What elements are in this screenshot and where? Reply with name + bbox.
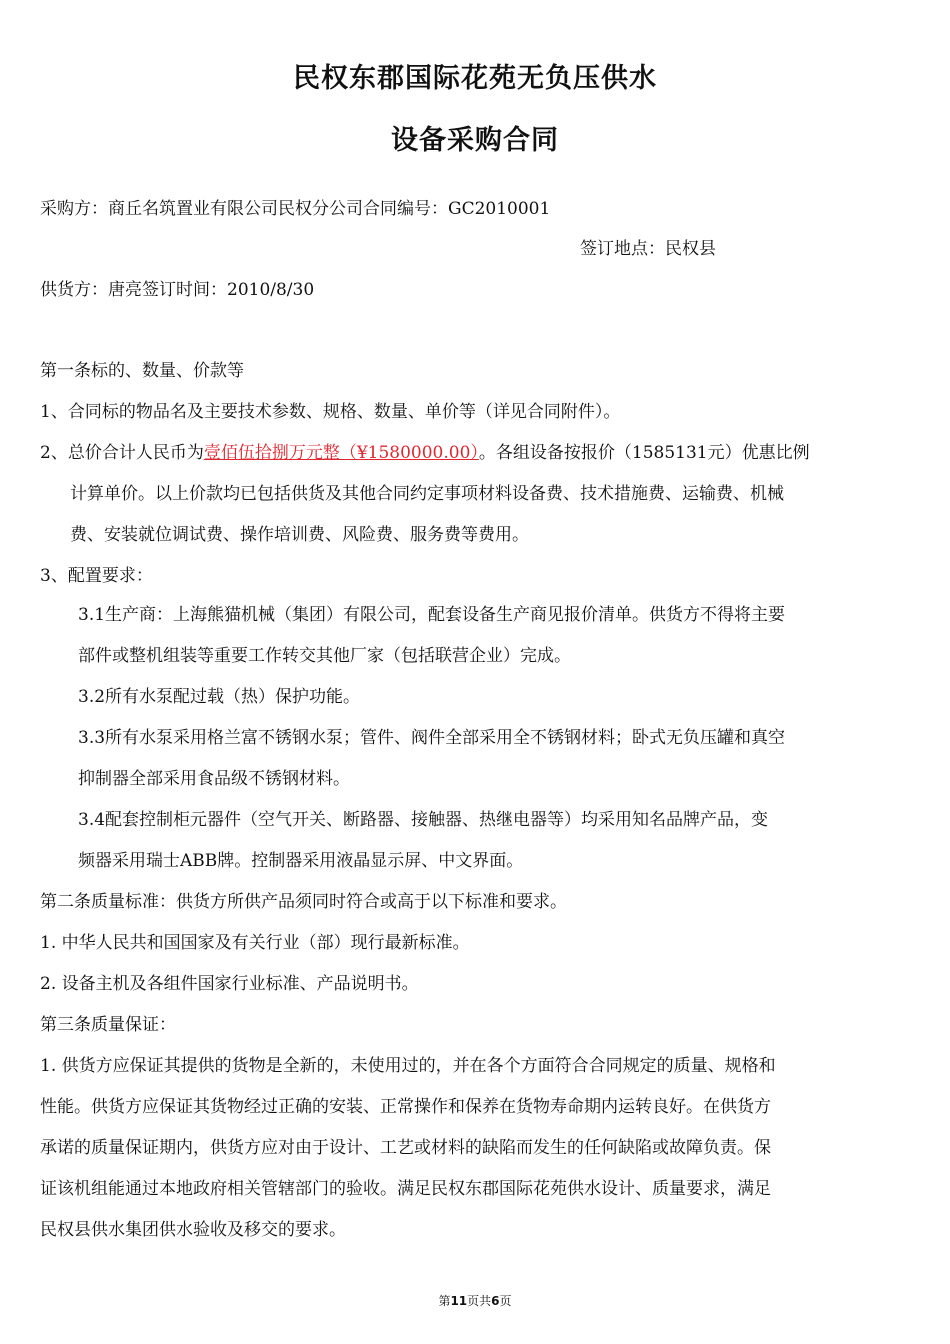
signing-place: 签订地点：民权县 xyxy=(580,239,716,259)
contract-title-line1: 民权东郡国际花苑无负压供水 xyxy=(293,63,657,94)
buyer-line: 采购方：商丘名筑置业有限公司民权分公司合同编号：GC2010001 xyxy=(40,199,551,219)
article3-line5: 民权县供水集团供水验收及移交的要求。 xyxy=(40,1220,346,1240)
item3-1-line2: 部件或整机组装等重要工作转交其他厂家（包括联营企业）完成。 xyxy=(78,646,571,666)
article1-item2-line2: 计算单价。以上价款均已包括供货及其他合同约定事项材料设备费、技术措施费、运输费、机械 xyxy=(70,484,784,504)
item3-1-line1: 3.1生产商：上海熊猫机械（集团）有限公司，配套设备生产商见报价清单。供货方不得将主要 xyxy=(78,605,786,625)
article1-item1: 1、合同标的物品名及主要技术参数、规格、数量、单价等（详见合同附件）。 xyxy=(40,402,621,422)
supplier-line: 供货方：唐亮签订时间：2010/8/30 xyxy=(40,280,315,300)
item2-suffix: 。各组设备按报价（1585131元）优惠比例 xyxy=(478,443,810,463)
article1-item2-line3: 费、安装就位调试费、操作培训费、风险费、服务费等费用。 xyxy=(70,525,529,545)
article3-line2: 性能。供货方应保证其货物经过正确的安装、正常操作和保养在货物寿命期内运转良好。在供货方 xyxy=(40,1097,771,1117)
article2-item1: 1. 中华人民共和国国家及有关行业（部）现行最新标准。 xyxy=(40,933,470,953)
article3-line4: 证该机组能通过本地政府相关管辖部门的验收。满足民权东郡国际花苑供水设计、质量要求，满足 xyxy=(40,1179,771,1199)
article1-heading: 第一条标的、数量、价款等 xyxy=(40,361,244,381)
total-pages: 6 xyxy=(491,1294,500,1308)
item3-2: 3.2所有水泵配过载（热）保护功能。 xyxy=(78,687,361,707)
article1-item2-line1 xyxy=(40,442,810,464)
item3-3-line2: 抑制器全部采用食品级不锈钢材料。 xyxy=(78,769,350,789)
current-page: 11 xyxy=(450,1294,468,1308)
item3-4-line2: 频器采用瑞士ABB牌。控制器采用液晶显示屏、中文界面。 xyxy=(78,851,524,871)
item3-4-line1: 3.4配套控制柜元器件（空气开关、断路器、接触器、热继电器等）均采用知名品牌产品，变 xyxy=(78,810,769,830)
page-middle: 页共 xyxy=(467,1294,492,1308)
article1-item3: 3、配置要求： xyxy=(40,566,153,586)
contract-title-line2: 设备采购合同 xyxy=(391,125,559,156)
article2-heading: 第二条质量标准：供货方所供产品须同时符合或高于以下标准和要求。 xyxy=(40,892,567,912)
item3-3-line1: 3.3所有水泵采用格兰富不锈钢水泵；管件、阀件全部采用全不锈钢材料；卧式无负压罐和真空 xyxy=(78,728,786,748)
item2-prefix: 2、总价合计人民币为 xyxy=(40,443,204,463)
article2-item2: 2. 设备主机及各组件国家行业标准、产品说明书。 xyxy=(40,974,419,994)
page-prefix: 第 xyxy=(438,1294,451,1308)
article3-heading: 第三条质量保证： xyxy=(40,1015,176,1035)
page-number xyxy=(0,1292,950,1309)
page-suffix: 页 xyxy=(499,1294,512,1308)
total-price-amount: 壹佰伍拾捌万元整（¥1580000.00） xyxy=(203,443,479,463)
article3-line3: 承诺的质量保证期内，供货方应对由于设计、工艺或材料的缺陷而发生的任何缺陷或故障负责。保 xyxy=(40,1138,771,1158)
article3-line1: 1. 供货方应保证其提供的货物是全新的，未使用过的，并在各个方面符合合同规定的质量、规格和 xyxy=(40,1056,776,1076)
